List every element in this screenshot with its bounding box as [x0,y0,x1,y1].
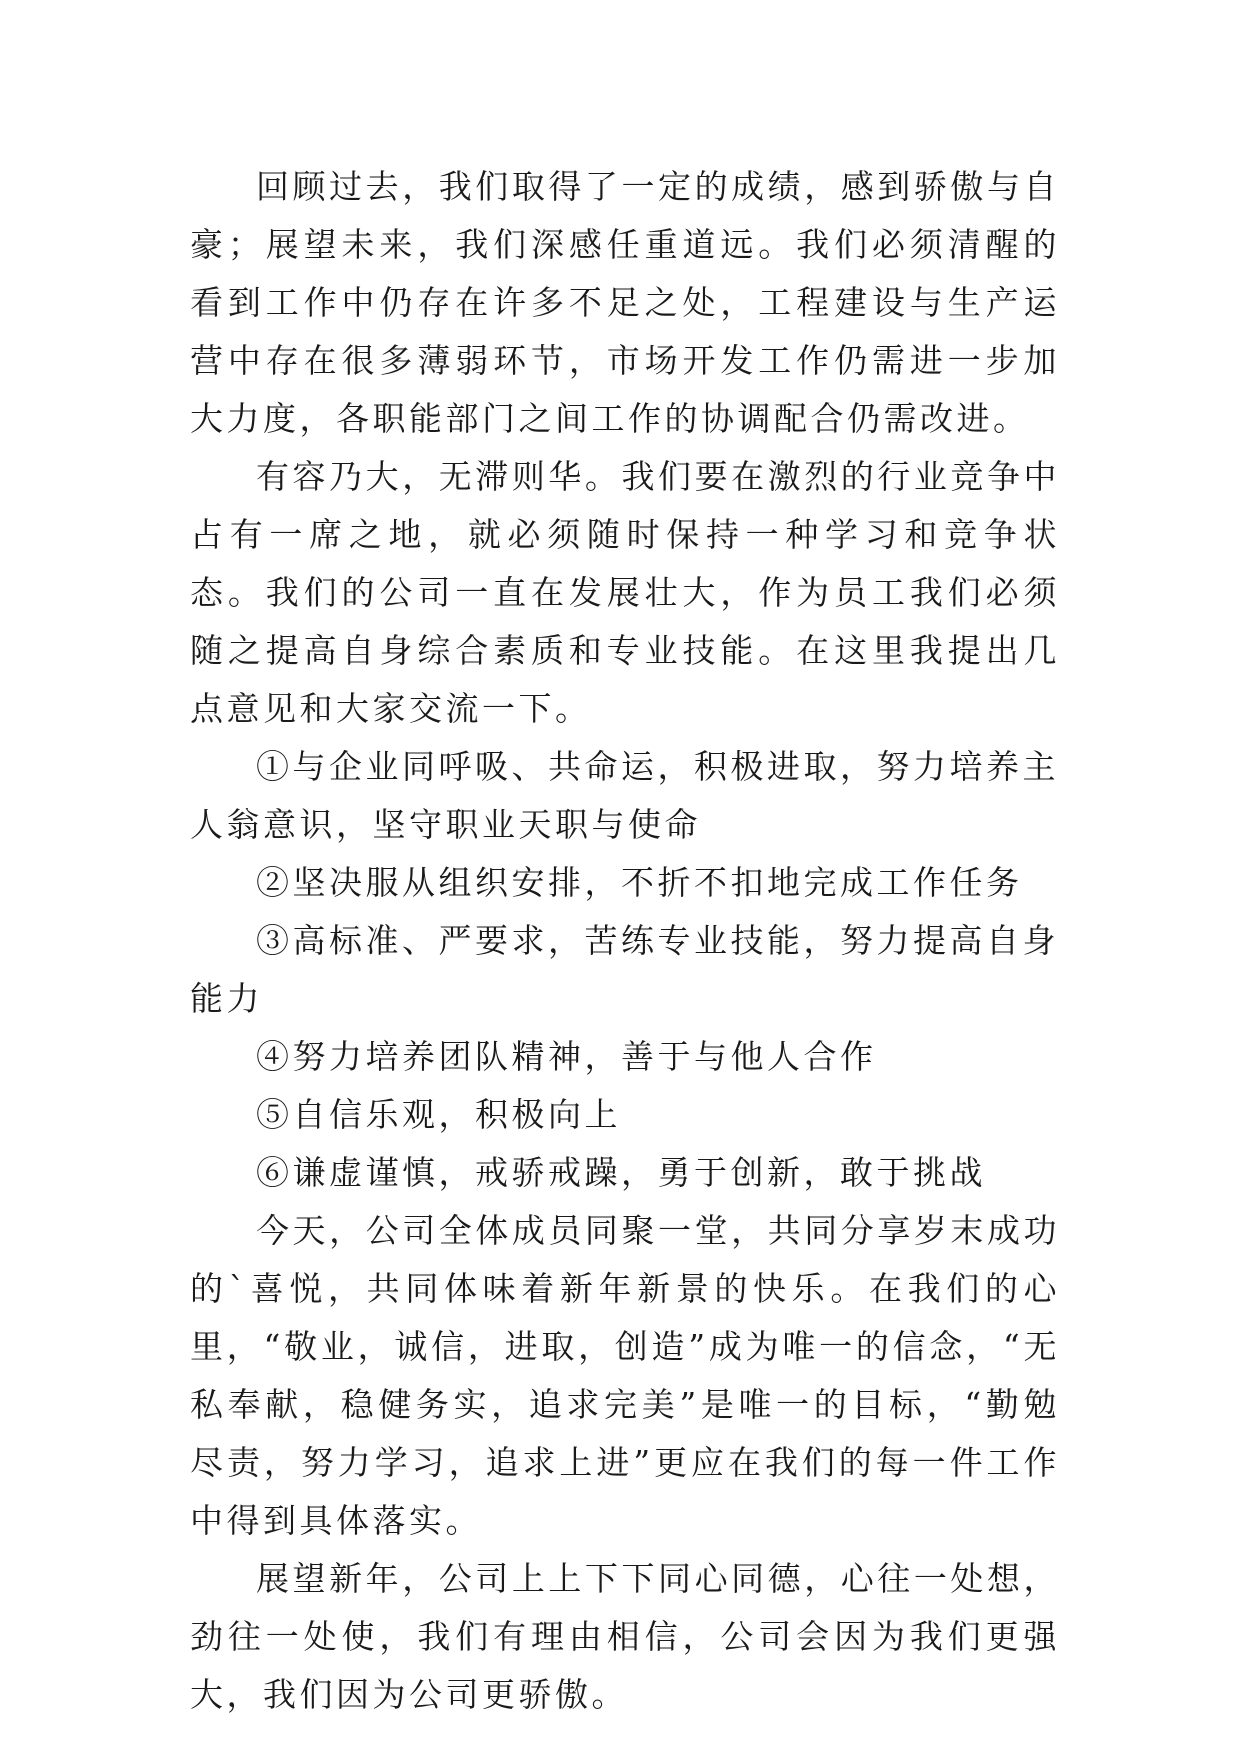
list-item: ①与企业同呼吸、共命运，积极进取，努力培养主人翁意识，坚守职业天职与使命 [190,747,1059,844]
paragraph-review: 回顾过去，我们取得了一定的成绩，感到骄傲与自豪；展望未来，我们深感任重道远。我们必须清醒的看到工作中仍存在许多不足之处，工程建设与生产运营中存在很多薄弱环节，市场开发工作仍需进一步加大力度，各职能部门之间工作的协调配合仍需改进。 [190,167,1060,438]
paragraph-competition: 有容乃大，无滞则华。我们要在激烈的行业竞争中占有一席之地，就必须随时保持一种学习和竞争状态。我们的公司一直在发展壮大，作为员工我们必须随之提高自身综合素质和专业技能。在这里我提出几点意见和大家交流一下。 [190,457,1060,728]
paragraph-new-year: 展望新年，公司上上下下同心同德，心往一处想，劲往一处使，我们有理由相信，公司会因为我们更强大，我们因为公司更骄傲。 [190,1559,1060,1714]
paragraph-today: 今天，公司全体成员同聚一堂，共同分享岁末成功的`喜悦，共同体味着新年新景的快乐。在我们的心里，“敬业，诚信，进取，创造”成为唯一的信念，“无私奉献，稳健务实，追求完美”是唯一的目标，“勤勉尽责，努力学习，追求上进”更应在我们的每一件工作中得到具体落实。 [190,1211,1060,1540]
list-item: ③高标准、严要求，苦练专业技能，努力提高自身能力 [190,921,1059,1018]
list-item: ②坚决服从组织安排，不折不扣地完成工作任务 [256,863,1023,902]
document-body [190,158,1060,1724]
list-item: ④努力培养团队精神，善于与他人合作 [256,1037,877,1076]
list-item: ⑥谦虚谨慎，戒骄戒躁，勇于创新，敢于挑战 [256,1153,986,1192]
list-item: ⑤自信乐观，积极向上 [256,1095,621,1134]
